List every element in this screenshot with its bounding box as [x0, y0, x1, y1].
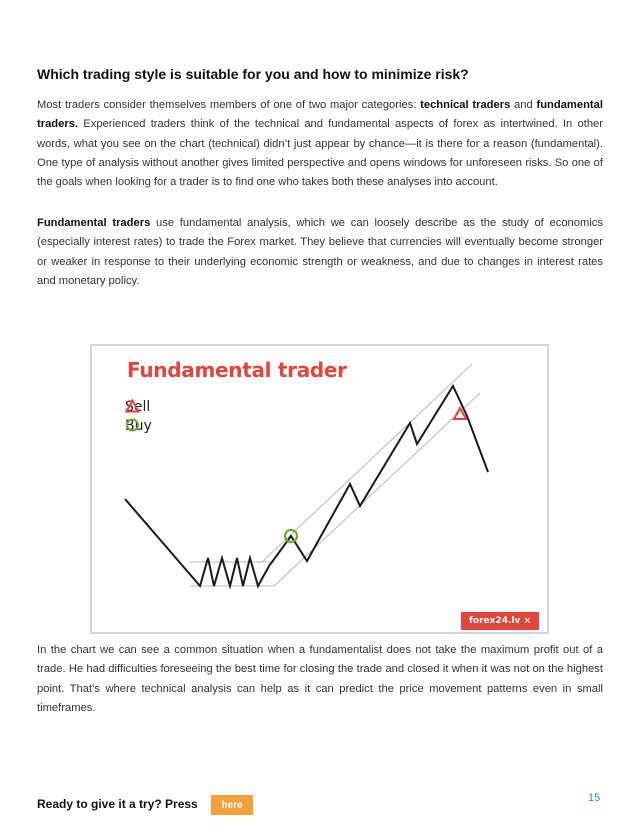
cta-text: Ready to give it a try? Press — [37, 797, 198, 811]
buy-circle-icon — [125, 418, 140, 432]
fundamental-traders-lead: Fundamental traders — [37, 217, 151, 229]
intro-text-3: Experienced traders think of the technical and fundamental aspects of forex as intertwined. In other words, what you see on the chart (technical) didn’t just appear by chance—it is there for a reason (fundamental). One type of analysis without another gives limited perspective and opens windows for unforeseen risks. So one of the goals when looking for a trader is to find one who takes both these analyses into account. — [37, 118, 603, 189]
technical-traders-term: technical traders — [420, 99, 511, 111]
price-chart-drawing — [92, 346, 547, 632]
legend-sell — [125, 399, 150, 415]
conclusion-paragraph: In the chart we can see a common situation when a fundamentalist does not take the maximum profit out of a trade. He had difficulties foreseeing the best time for closing the trade and closed it when it was not on the highest point. That’s where technical analysis can help as it can predict the price movement patterns even in small timeframes. — [37, 644, 603, 714]
page-number: 15 — [588, 792, 601, 804]
legend-sell-label: Sell — [125, 399, 151, 415]
legend-buy — [125, 418, 152, 434]
page-heading: Which trading style is suitable for you and how to minimize risk? — [37, 66, 469, 82]
intro-text-2: and — [510, 99, 537, 111]
legend-buy-label: Buy — [125, 418, 152, 434]
sell-triangle-icon — [125, 399, 140, 413]
upper-channel-line — [262, 364, 472, 562]
intro-paragraph — [37, 96, 603, 192]
fundamental-paragraph — [37, 214, 603, 291]
fundamental-trader-figure — [90, 344, 549, 634]
forex24-brand-badge: forex24.lv × — [461, 612, 539, 630]
intro-text-1: Most traders consider themselves members of one of two major categories: — [37, 99, 421, 111]
fundamental-text: use fundamental analysis, which we can loosely describe as the study of economics (especially interest rates) to trade the Forex market. They believe that currencies will eventually become stronger or weaker in response to their underlying economic strength or weakness, and due to changes in interest rates and monetary policy. — [37, 217, 603, 287]
figure-title: Fundamental trader — [127, 358, 347, 382]
fundamental-traders-term: fundamental traders. — [37, 99, 603, 131]
here-button[interactable]: here — [211, 795, 253, 815]
